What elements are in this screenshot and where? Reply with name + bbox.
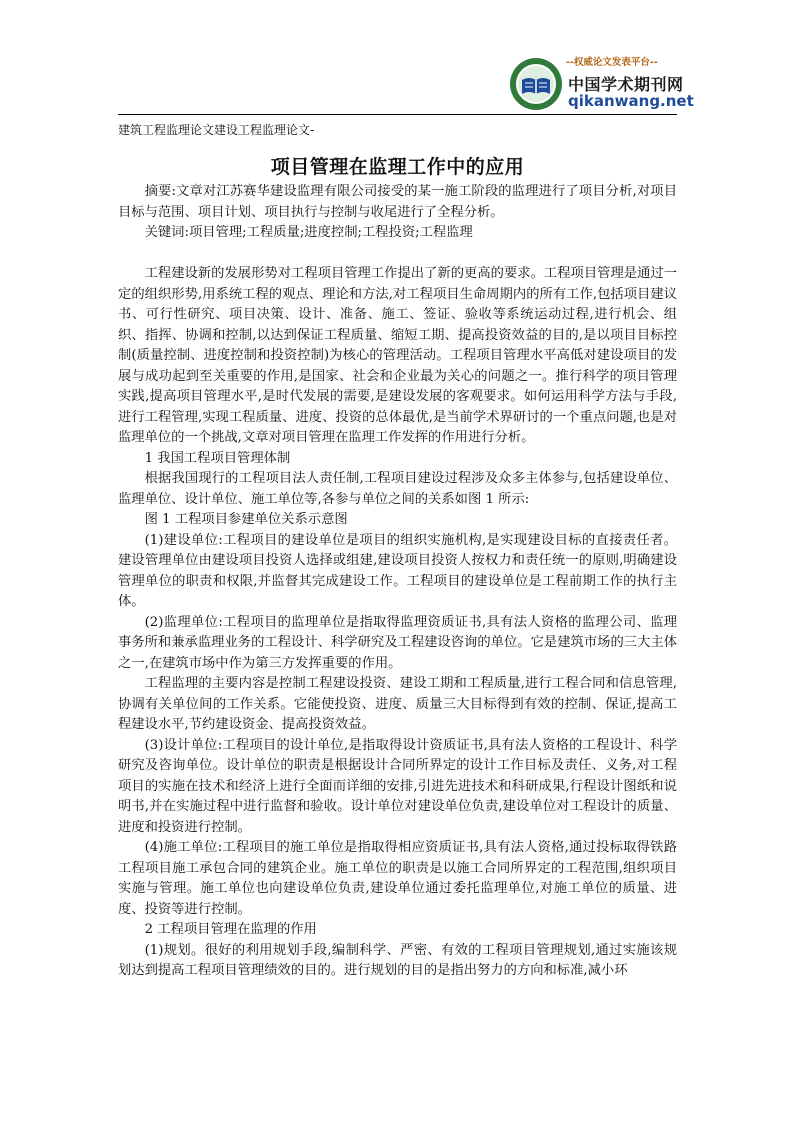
paragraph: 工程监理的主要内容是控制工程建设投资、建设工期和工程质量,进行工程合同和信息管理,协调有关单位间的工作关系。它能使投资、进度、质量三大目标得到有效的控制、保证,提高工程建设水平,节约建设资金、提高投资效益。 xyxy=(118,676,677,732)
paragraph: (3)设计单位:工程项目的设计单位,是指取得设计资质证书,具有法人资格的工程设计、科学研究及咨询单位。设计单位的职责是根据设计合同所界定的设计工作目标及责任、义务,对工程项目的实施在技术和经济上进行全面而详细的安排,引进先进技术和科研成果,行程设计图纸和说明书,并在实施过程中进行监督和验收。设计单位对建设单位负责,建设单位对工程设计的质量、进度和投资进行控制。 xyxy=(118,737,677,835)
book-globe-icon xyxy=(508,56,564,112)
paragraph: 工程建设新的发展形势对工程项目管理工作提出了新的更高的要求。工程项目管理是通过一定的组织形势,用系统工程的观点、理论和方法,对工程项目生命周期内的所有工作,包括项目建议书、可行性研究、项目决策、设计、准备、施工、签证、验收等系统运动过程,进行机会、组织、指挥、协调和控制,以达到保证工程质量、缩短工期、提高投资效益的目的,是以项目目标控制(质量控制、进度控制和投资控制)为核心的管理活动。工程项目管理水平高低对建设项目的发展与成功起到至关重要的作用,是国家、社会和企业最为关心的问题之一。推行科学的项目管理实践,提高项目管理水平,是时代发展的需要,是建设发展的客观要求。如何运用科学方法与手段,进行工程管理,实现工程质量、进度、投资的总体最优,是当前学术界研讨的一个重点问题,也是对监理单位的一个挑战,文章对项目管理在监理工作发挥的作用进行分析。 xyxy=(118,266,677,445)
paragraph: (2)监理单位:工程项目的监理单位是指取得监理资质证书,具有法人资格的监理公司、监理事务所和兼承监理业务的工程设计、科学研究及工程建设咨询的单位。它是建筑市场的三大主体之一,在建筑市场中作为第三方发挥重要的作用。 xyxy=(118,614,677,671)
article-body xyxy=(118,182,677,982)
logo-tagline: --权威论文发表平台-- xyxy=(566,57,658,68)
article-title: 项目管理在监理工作中的应用 xyxy=(270,156,525,178)
paragraph: 根据我国现行的工程项目法人责任制,工程项目建设过程涉及众多主体参与,包括建设单位、监理单位、设计单位、施工单位等,各参与单位之间的关系如图 1 所示: xyxy=(118,471,677,507)
figure-caption: 图 1 工程项目参建单位关系示意图 xyxy=(144,512,348,527)
paragraph: (4)施工单位:工程项目的施工单位是指取得相应资质证书,具有法人资格,通过投标取得铁路工程项目施工承包合同的建筑企业。施工单位的职责是以施工合同所界定的工程范围,组织项目实施与管理。施工单位也向建设单位负责,建设单位通过委托监理单位,对施工单位的质量、进度、投资等进行控制。 xyxy=(118,840,677,917)
site-logo[interactable] xyxy=(508,50,698,114)
logo-name: 中国学术期刊网 xyxy=(568,75,684,94)
section-heading: 1 我国工程项目管理体制 xyxy=(144,450,291,466)
abstract: 摘要:文章对江苏赛华建设监理有限公司接受的某一施工阶段的监理进行了项目分析,对项目目标与范围、项目计划、项目执行与控制与收尾进行了全程分析。 xyxy=(118,184,677,220)
section-heading: 2 工程项目管理在监理的作用 xyxy=(144,922,317,937)
page-header: 建筑工程监理论文建设工程监理论文- xyxy=(118,123,315,137)
keywords: 关键词:项目管理;工程质量;进度控制;工程投资;工程监理 xyxy=(144,225,473,240)
paragraph: (1)建设单位:工程项目的建设单位是项目的组织实施机构,是实现建设目标的直接责任者。建设管理单位由建设项目投资人选择或组建,建设项目投资人按权力和责任统一的原则,明确建设管理单位的职责和权限,并监督其完成建设工作。工程项目的建设单位是工程前期工作的执行主体。 xyxy=(118,532,677,609)
header-rule xyxy=(118,114,677,115)
paragraph: (1)规划。很好的利用规划手段,编制科学、严密、有效的工程项目管理规划,通过实施该规划达到提高工程项目管理绩效的目的。进行规划的目的是指出努力的方向和标准,减小环 xyxy=(118,942,677,978)
logo-url[interactable]: qikanwang.net xyxy=(568,92,694,110)
